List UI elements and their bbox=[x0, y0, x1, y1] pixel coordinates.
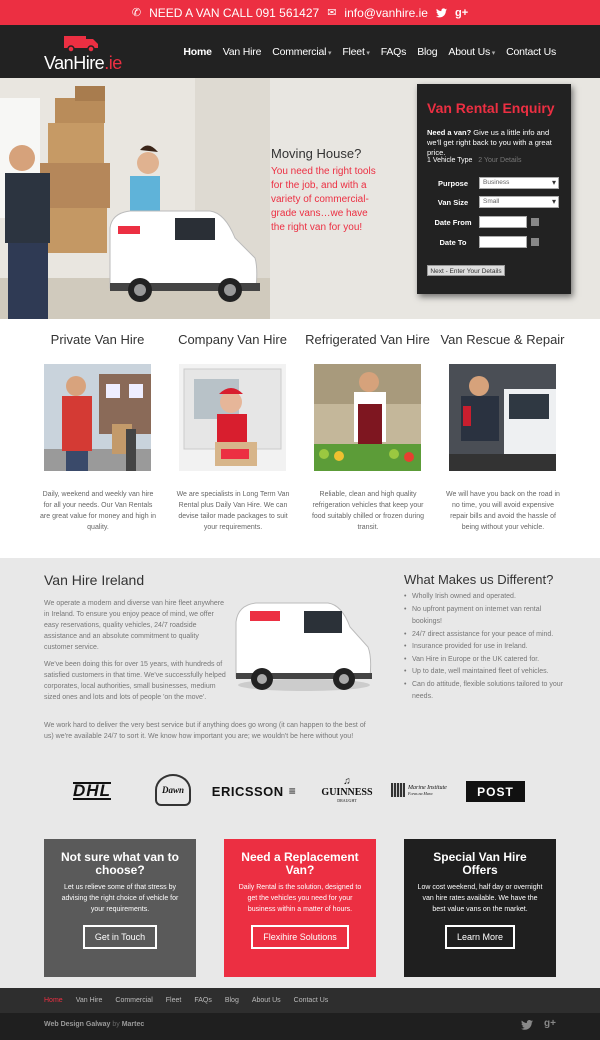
next-button[interactable]: Next - Enter Your Details bbox=[427, 265, 505, 276]
footer-link-van-hire[interactable]: Van Hire bbox=[75, 997, 103, 1004]
service-title-company[interactable]: Company Van Hire bbox=[178, 332, 287, 347]
nav-item-about[interactable] bbox=[448, 46, 495, 58]
service-title-rescue[interactable]: Van Rescue & Repair bbox=[440, 332, 565, 347]
nav-item-commercial[interactable] bbox=[272, 46, 331, 58]
list-item: • Van Hire in Europe or the UK catered for. bbox=[404, 654, 564, 667]
get-in-touch-button[interactable]: Get in Touch bbox=[83, 925, 157, 949]
card-special-offers bbox=[404, 839, 556, 977]
list-item: • Wholly Irish owned and operated. bbox=[404, 591, 564, 604]
date-from-row bbox=[427, 216, 539, 228]
nav-item-van-hire[interactable]: Van Hire bbox=[222, 45, 262, 58]
nav-item-blog[interactable]: Blog bbox=[417, 45, 438, 58]
credit-link[interactable]: Web Design Galway bbox=[44, 1021, 111, 1028]
logo-text: VanHire bbox=[44, 53, 105, 73]
hero-text: You need the right tools for the job, and with a variety of commercial-grade vans…we have the right van for you! bbox=[271, 166, 376, 233]
service-text-refrigerated: Reliable, clean and high quality refrigeration vehicles that keep your food suitably chilled or frozen during transit. bbox=[311, 491, 425, 531]
date-to-input[interactable] bbox=[479, 236, 527, 248]
van-logo-icon bbox=[62, 33, 100, 53]
chevron-down-icon: ▾ bbox=[364, 49, 370, 57]
email-link[interactable]: info@vanhire.ie bbox=[344, 5, 428, 20]
list-item: • Insurance provided for use in Ireland. bbox=[404, 641, 564, 654]
client-logo-ericsson bbox=[205, 782, 303, 800]
service-text-private: Daily, weekend and weekly van hire for all your needs. Our Van Rentals are great value for money and high in quality. bbox=[40, 491, 156, 531]
card-replacement-van bbox=[224, 839, 376, 977]
card-text: Let us relieve some of that stress by advising the right choice of vehicle for your requirements. bbox=[61, 884, 179, 913]
purpose-select[interactable]: Business ▾ bbox=[479, 177, 559, 189]
nav-item-commercial-label: Commercial bbox=[272, 45, 327, 58]
envelope-icon: ✉ bbox=[327, 7, 337, 19]
harp-icon: ♫ bbox=[343, 775, 351, 787]
about-paragraph-1: We operate a modern and diverse van hire fleet anywhere in Ireland. To ensure you enjoy peace of mind, we offer easy reservations, quality vehicles, 24/7 roadside assistance and an absolute commitment to quality customer service. bbox=[44, 600, 225, 651]
date-from-input[interactable] bbox=[479, 216, 527, 228]
nav-item-about-label: About Us bbox=[448, 45, 490, 58]
form-title: Van Rental Enquiry bbox=[427, 100, 555, 116]
ericsson-mark-icon: ≡ bbox=[288, 784, 297, 798]
footer-link-fleet[interactable]: Fleet bbox=[165, 997, 182, 1004]
footer-link-faqs[interactable]: FAQs bbox=[194, 997, 212, 1004]
hero-title: Moving House? bbox=[271, 146, 362, 161]
purpose-row bbox=[427, 177, 559, 189]
list-item: • Up to date, well maintained fleet of vehicles. bbox=[404, 666, 564, 679]
form-intro-bold: Need a van? bbox=[427, 128, 472, 137]
card-text: Daily Rental is the solution, designed to get the vehicles you need for your business within a matter of hours. bbox=[238, 884, 362, 913]
google-plus-icon[interactable]: g+ bbox=[454, 6, 469, 19]
client-logo-guinness-text: GUINNESS bbox=[321, 786, 373, 798]
different-title: What Makes us Different? bbox=[404, 572, 554, 587]
calendar-icon[interactable] bbox=[531, 218, 539, 226]
footer-link-blog[interactable]: Blog bbox=[224, 997, 239, 1004]
phone-icon: ✆ bbox=[131, 7, 142, 19]
form-steps bbox=[427, 157, 521, 164]
vanhire-logo[interactable] bbox=[44, 33, 124, 73]
client-logo-ericsson-text: ERICSSON bbox=[211, 783, 284, 799]
top-contact-bar bbox=[0, 0, 600, 25]
list-item: • Can do attitude, flexible solutions tailored to your needs. bbox=[404, 679, 564, 704]
about-title: Van Hire Ireland bbox=[44, 572, 145, 588]
van-size-row bbox=[427, 196, 559, 208]
service-text-rescue: We will have you back on the road in no time, you will avoid expensive repair bills and avoid the hassle of being without your vehicle. bbox=[446, 491, 560, 531]
list-item: • 24/7 direct assistance for your peace of mind. bbox=[404, 629, 564, 642]
client-logo-marine bbox=[391, 780, 457, 800]
nav-item-fleet[interactable] bbox=[342, 46, 369, 58]
list-item: • No upfront payment on internet van rental bookings! bbox=[404, 604, 564, 629]
client-logo-guinness bbox=[318, 772, 376, 806]
date-to-row bbox=[427, 236, 539, 248]
card-text: Low cost weekend, half day or overnight van hire rates available. We have the best value vans on the market. bbox=[417, 884, 543, 913]
google-plus-icon[interactable]: g+ bbox=[544, 1018, 556, 1029]
nav-item-contact[interactable]: Contact Us bbox=[506, 45, 556, 58]
marine-grid-icon bbox=[391, 783, 405, 797]
company-van-hire-image[interactable] bbox=[179, 364, 286, 471]
step-your-details[interactable]: 2 Your Details bbox=[478, 157, 522, 164]
credit-by: by bbox=[110, 1021, 122, 1028]
client-logo-post: POST bbox=[466, 781, 525, 802]
different-list bbox=[404, 591, 564, 704]
card-choose-van bbox=[44, 839, 196, 977]
footer-link-home[interactable]: Home bbox=[44, 997, 63, 1004]
about-paragraph-2: We've been doing this for over 15 years, with hundreds of satisfied customers in that time. We've successfully helped corporates, local authorities, small businesses, medium sized ones and lots and lots of people 'on the move'. bbox=[44, 661, 226, 701]
moving-house-image bbox=[0, 78, 270, 319]
nav-item-home[interactable]: Home bbox=[183, 45, 212, 58]
calendar-icon[interactable] bbox=[531, 238, 539, 246]
client-logo-dhl-text: DHL bbox=[73, 781, 111, 800]
private-van-hire-image[interactable] bbox=[44, 364, 151, 471]
about-paragraph-3: We work hard to deliver the very best service but if anything does go wrong (it can happen to the best of us) we're available 24/7 to sort it. We know how important you are; we wouldn't be here without you! bbox=[44, 722, 366, 740]
phone-text[interactable]: NEED A VAN CALL 091 561427 bbox=[149, 5, 320, 20]
van-rescue-repair-image[interactable] bbox=[449, 364, 556, 471]
client-logo-guinness-sub: DRAUGHT bbox=[337, 797, 357, 803]
twitter-icon[interactable] bbox=[521, 1020, 533, 1030]
flexihire-solutions-button[interactable]: Flexihire Solutions bbox=[251, 925, 349, 949]
date-from-label: Date From bbox=[434, 217, 472, 227]
learn-more-button[interactable]: Learn More bbox=[445, 925, 515, 949]
date-to-label: Date To bbox=[439, 237, 467, 247]
footer-link-commercial[interactable]: Commercial bbox=[115, 997, 153, 1004]
nav-item-faqs[interactable]: FAQs bbox=[380, 45, 407, 58]
footer-credit bbox=[44, 1021, 144, 1028]
client-logo-dhl bbox=[44, 779, 140, 803]
van-size-label: Van Size bbox=[437, 197, 469, 207]
client-logo-dawn: Dawn bbox=[155, 774, 191, 806]
main-navigation bbox=[0, 25, 600, 78]
card-title: Need a Replacement Van? bbox=[241, 850, 359, 877]
van-size-select[interactable]: Small ▾ bbox=[479, 196, 559, 208]
credit-company[interactable]: Martec bbox=[121, 1021, 145, 1028]
logo-tld: .ie bbox=[104, 53, 122, 73]
nav-menu bbox=[183, 25, 556, 78]
client-logo-marine-sub: Foras na Mara bbox=[408, 790, 433, 796]
purpose-label: Purpose bbox=[437, 178, 468, 188]
form-intro-text: Give us a little info and we'll get right back to you with a great price. bbox=[427, 128, 552, 157]
card-title: Special Van Hire Offers bbox=[433, 850, 527, 877]
refrigerated-van-hire-image[interactable] bbox=[314, 364, 421, 471]
chevron-down-icon: ▾ bbox=[490, 49, 496, 57]
footer-nav bbox=[0, 988, 600, 1013]
card-title: Not sure what van to choose? bbox=[60, 850, 179, 877]
chevron-down-icon: ▾ bbox=[326, 49, 332, 57]
footer-link-about[interactable]: About Us bbox=[251, 997, 281, 1004]
step-vehicle-type[interactable]: 1 Vehicle Type bbox=[427, 157, 473, 164]
service-title-private[interactable]: Private Van Hire bbox=[50, 332, 145, 347]
client-logo-marine-text: Marine Institute bbox=[408, 784, 447, 791]
footer-link-contact[interactable]: Contact Us bbox=[293, 997, 329, 1004]
service-text-company: We are specialists in Long Term Van Rental plus Daily Van Hire. We can devise tailor made packages to suit your requirements. bbox=[176, 491, 290, 531]
nav-item-fleet-label: Fleet bbox=[342, 45, 365, 58]
van-rental-enquiry-form bbox=[417, 84, 571, 294]
service-title-refrigerated[interactable]: Refrigerated Van Hire bbox=[305, 332, 430, 347]
form-intro bbox=[427, 128, 565, 158]
white-van-image bbox=[232, 597, 374, 693]
twitter-icon[interactable] bbox=[436, 8, 447, 18]
